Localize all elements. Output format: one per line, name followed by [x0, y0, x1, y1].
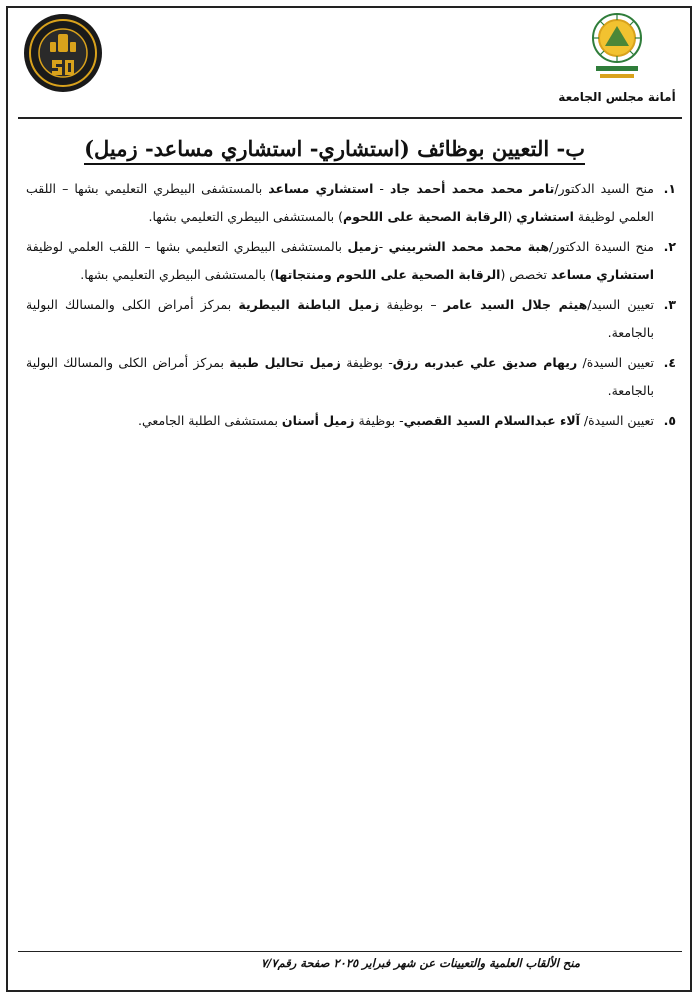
- footer-divider: [18, 951, 682, 952]
- item-text-segment: منح السيد الدكتور/: [554, 181, 654, 196]
- item-text-bold: آلاء عبدالسلام السيد القصبي: [403, 413, 580, 428]
- item-text-segment: بالمستشفى البيطري التعليمي بشها – اللقب العلمي لوظيفة: [26, 239, 348, 254]
- university-logo: [552, 12, 682, 104]
- item-text: [26, 175, 654, 231]
- item-text-segment: - بوظيفة: [340, 355, 393, 370]
- item-text-segment: منح السيدة الدكتور/: [549, 239, 655, 254]
- section-title: [84, 136, 585, 161]
- item-text: [26, 349, 654, 405]
- list-item: [26, 407, 676, 435]
- item-number: ٢.: [663, 239, 676, 254]
- item-text-bold: زميل تحاليل طبية: [229, 355, 341, 370]
- item-text-bold: زميل أسنان: [281, 413, 355, 428]
- item-text-segment: - بوظيفة: [354, 413, 404, 428]
- item-text-bold: ريهام صديق علي عبدربه رزق: [392, 355, 578, 370]
- item-text-bold: استشاري: [516, 209, 574, 224]
- section-title-text: ب- التعيين بوظائف (استشاري- استشاري مساعد- زميل): [84, 136, 585, 165]
- footer-page-number: صفحة رقم٧/٧: [261, 956, 330, 970]
- header-divider: [18, 117, 682, 119]
- item-text-bold: هبة محمد محمد الشربيني: [388, 239, 550, 254]
- anniversary-logo: [22, 12, 104, 94]
- item-text-bold: تامر محمد محمد أحمد جاد: [390, 181, 555, 196]
- item-text-segment: – بوظيفة: [379, 297, 444, 312]
- item-text-bold: هيثم جلال السيد عامر: [443, 297, 588, 312]
- item-text-bold: الرقابة الصحية على اللحوم ومنتجاتها: [274, 267, 501, 282]
- list-item: [26, 175, 676, 231]
- item-text: [26, 233, 654, 289]
- item-text-bold: زميل: [347, 239, 379, 254]
- item-text-segment: تعيين السيدة/: [579, 413, 654, 428]
- item-text-segment: ) بالمستشفى البيطري التعليمي بشها.: [148, 209, 343, 224]
- anniversary-seal-icon: [22, 12, 104, 94]
- item-number: ٣.: [663, 297, 676, 312]
- item-text-segment: بمركز أمراض الكلى والمسالك البولية بالجامعة.: [26, 297, 654, 340]
- list-item: [26, 291, 676, 347]
- item-text-segment: بالمستشفى البيطري التعليمي بشها – اللقب العلمي لوظيفة: [26, 181, 654, 224]
- list-item: [26, 233, 676, 289]
- item-text: [26, 291, 654, 347]
- list-item: [26, 349, 676, 405]
- item-text-segment: بمركز أمراض الكلى والمسالك البولية بالجامعة.: [26, 355, 654, 398]
- item-text-segment: تخصص (: [500, 267, 551, 282]
- council-label: أمانة مجلس الجامعة: [558, 90, 676, 104]
- item-text-segment: (: [507, 209, 517, 224]
- item-number: ٥.: [663, 413, 676, 428]
- item-text-bold: استشاري مساعد: [550, 267, 654, 282]
- item-text-segment: ) بالمستشفى البيطري التعليمي بشها.: [80, 267, 275, 282]
- item-text-bold: استشاري مساعد: [268, 181, 374, 196]
- appointments-list: [26, 175, 676, 437]
- item-text-segment: -: [373, 181, 390, 196]
- footer: [140, 956, 580, 970]
- item-text: [26, 407, 654, 435]
- item-text-segment: بمستشفى الطلبة الجامعي.: [138, 413, 282, 428]
- item-number: ١.: [663, 181, 676, 196]
- item-number: ٤.: [663, 355, 676, 370]
- university-emblem-icon: [588, 12, 646, 84]
- item-text-bold: زميل الباطنة البيطرية: [238, 297, 380, 312]
- item-text-segment: -: [378, 239, 389, 254]
- footer-doc-label: منح الألقاب العلمية والتعيينات عن شهر فبراير ٢٠٢٥: [333, 956, 580, 970]
- item-text-segment: تعيين السيدة/: [577, 355, 655, 370]
- item-text-segment: تعيين السيد/: [587, 297, 654, 312]
- item-text-bold: الرقابة الصحية على اللحوم: [343, 209, 508, 224]
